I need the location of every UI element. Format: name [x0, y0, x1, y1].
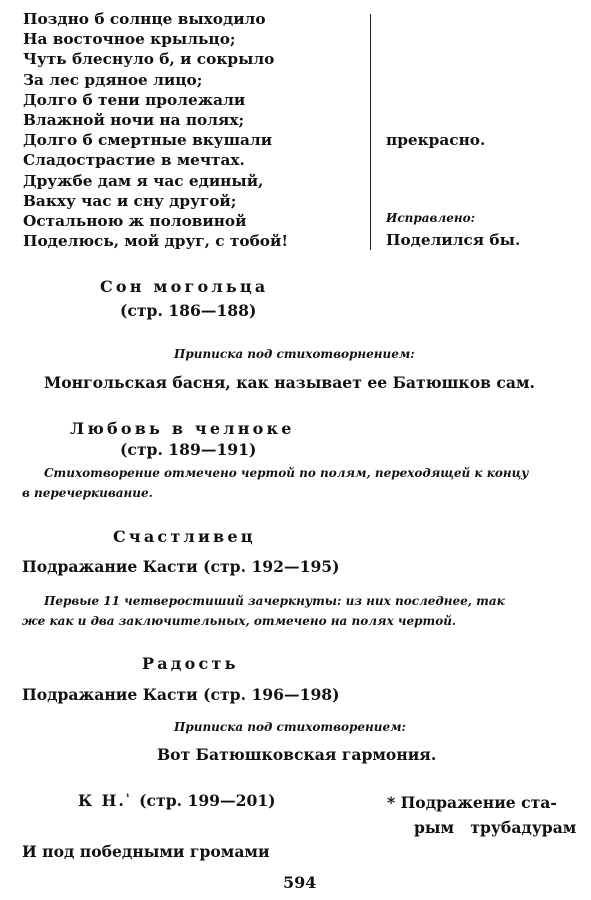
margin-word: прекрасно. [386, 131, 486, 149]
poem-line: Поздно б солнце выходило [23, 10, 266, 28]
poem-line: За лес рдяное лицо; [23, 70, 203, 89]
section-title-radost: Радость [142, 654, 239, 673]
section-subtitle-schastlivets: Подражание Касти (стр. 192—195) [22, 557, 340, 576]
poem-line: На восточное крыльцо; [23, 30, 236, 49]
kn-title: К Н. [78, 791, 126, 810]
kn-footnote-mark: ¹ [125, 792, 132, 803]
section-title-schastlivets: Счастливец [113, 527, 256, 546]
section-note-schastlivets-1: Первые 11 четверостиший зачеркнуты: из них последнее, так [44, 594, 505, 608]
section-pages-son: (стр. 186—188) [120, 301, 257, 320]
section-title-lyubov: Любовь в челноке [70, 419, 295, 438]
poem-line: Чуть блеснуло б, и сокрыло [23, 50, 275, 69]
section-note-son: Приписка под стихотворнением: [174, 347, 415, 361]
page-number: 594 [283, 873, 317, 892]
kn-side-line-1: * Подражение ста- [387, 793, 557, 812]
section-pages-lyubov: (стр. 189—191) [120, 440, 257, 459]
section-subtitle-radost: Подражание Касти (стр. 196—198) [22, 685, 340, 704]
section-text-son: Монгольская басня, как называет ее Батюшков сам. [44, 373, 535, 392]
poem-line: Поделюсь, мой друг, с тобой! [23, 232, 289, 251]
margin-note: Исправлено: [386, 211, 476, 225]
poem-line: Дружбе дам я час единый, [23, 171, 264, 190]
kn-first-line: И под победными громами [22, 842, 270, 861]
poem-line: Влажной ночи на полях; [23, 111, 245, 130]
section-note-lyubov-2: в перечеркивание. [22, 486, 153, 500]
poem-line: Остальною ж половиной [23, 212, 247, 231]
section-title-kn [78, 791, 276, 810]
poem-line: Долго б смертные вкушали [23, 131, 273, 150]
section-note-lyubov-1: Стихотворение отмечено чертой по полям, переходящей к концу [44, 466, 529, 480]
poem-line: Долго б тени пролежали [23, 90, 246, 109]
section-note-schastlivets-2: же как и два заключительных, отмечено на полях чертой. [22, 614, 457, 628]
section-text-radost: Вот Батюшковская гармония. [157, 745, 437, 764]
poem-line: Сладострастие в мечтах. [23, 151, 245, 170]
section-title-son: Сон могольца [100, 277, 269, 296]
kn-side-line-2: рым трубадурам [414, 818, 577, 837]
kn-pages: (стр. 199—201) [139, 791, 276, 810]
margin-divider [370, 14, 371, 250]
poem-line: Вакху час и сну другой; [23, 191, 237, 210]
poem-block [23, 9, 288, 251]
section-note-radost: Приписка под стихотворением: [174, 720, 406, 734]
margin-correction: Поделился бы. [386, 231, 521, 249]
